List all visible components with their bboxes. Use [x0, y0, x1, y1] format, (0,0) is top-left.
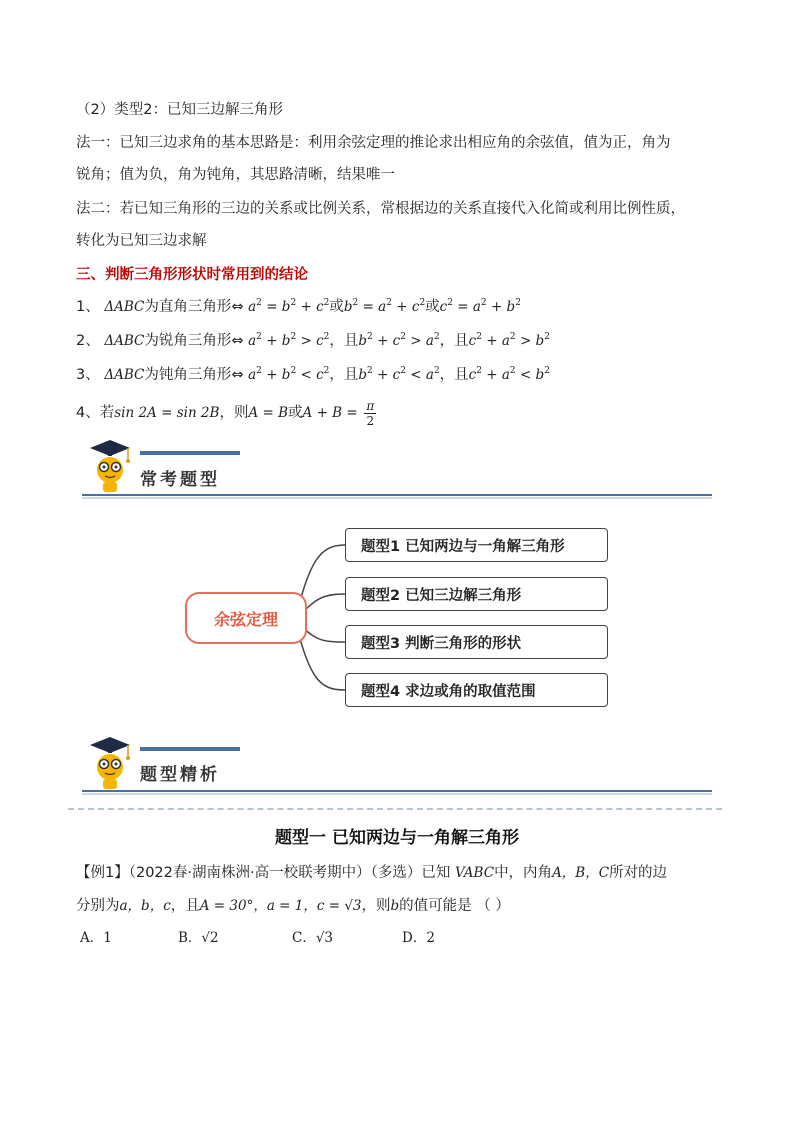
dashed-divider: [68, 808, 722, 810]
mindmap-branch: 题型1 已知两边与一角解三角形: [345, 528, 608, 562]
and-word: ，且: [439, 333, 469, 349]
triangle-symbol: ΔABC: [104, 367, 145, 383]
formula: A = B: [248, 405, 289, 421]
formula: $a^2 = b^2 + c^2$: [248, 298, 330, 315]
option-d: D．2: [402, 930, 435, 946]
then-word: ，则: [219, 405, 249, 421]
example-line1: [76, 863, 667, 883]
section-title: 题型一 已知两边与一角解三角形: [275, 828, 519, 848]
item-text: 为钝角三角形⇔: [144, 367, 244, 383]
example-text: ，则: [361, 898, 391, 914]
method1-line1: 法一：已知三边求角的基本思路是：利用余弦定理的推论求出相应角的余弦值，值为正，角为: [76, 135, 671, 151]
mindmap-branch: 题型3 判断三角形的形状: [345, 625, 608, 659]
option-a: A．1: [80, 930, 112, 946]
and-word: ，且: [329, 333, 359, 349]
method2-line2: 转化为已知三边求解: [76, 233, 207, 249]
item-number: 1、: [76, 299, 100, 315]
and-word: ，且: [329, 367, 359, 383]
example-text: ，且: [170, 898, 200, 914]
formula: $a^2 + b^2 > c^2$: [248, 332, 330, 349]
or-word: 或: [329, 299, 344, 315]
banner-rule: [82, 790, 712, 792]
or-word: 或: [288, 405, 303, 421]
angles: A，B，C: [552, 865, 610, 881]
item-text: 为直角三角形⇔: [144, 299, 244, 315]
formula: $c^2 + a^2 > b^2$: [468, 332, 550, 349]
sides: a，b，c: [119, 898, 171, 914]
or-word: 或: [425, 299, 440, 315]
triangle-symbol: VABC: [454, 865, 495, 881]
method2-line1: 法二：若已知三角形的三边的关系或比例关系，常根据边的关系直接代入化简或利用比例性质，: [76, 201, 685, 217]
banner-title: 常考题型: [140, 470, 220, 490]
triangle-symbol: ΔABC: [104, 333, 145, 349]
method1-line2: 锐角；值为负，角为钝角，其思路清晰，结果唯一: [76, 167, 395, 183]
item-number: 3、: [76, 367, 100, 383]
section3-title: 三、判断三角形形状时常用到的结论: [76, 267, 308, 283]
triangle-symbol: ΔABC: [104, 299, 145, 315]
mindmap-center-node: 余弦定理: [185, 592, 307, 644]
fraction-denominator: 2: [366, 413, 375, 428]
example-label: 【例1】: [76, 865, 129, 881]
example-source: （2022春·湖南株洲·高一校联考期中）（多选）已知: [128, 865, 451, 881]
and-word: ，且: [439, 367, 469, 383]
formula: $a^2 + b^2 < c^2$: [248, 366, 330, 383]
example-line2: [76, 896, 510, 916]
example-text: 所对的边: [609, 865, 668, 881]
item-number: 4、若: [76, 405, 115, 421]
variable: b: [390, 898, 400, 914]
option-b: B．√2: [178, 930, 219, 946]
example-text: 分别为: [76, 898, 120, 914]
condition: A = 30°，a = 1，c = √3: [199, 898, 362, 914]
item-number: 2、: [76, 333, 100, 349]
formula: sin 2A = sin 2B: [114, 405, 220, 421]
formula: $b^2 + c^2 > a^2$: [358, 332, 440, 349]
banner-title: 题型精析: [140, 765, 220, 785]
formula: $c^2 + a^2 < b^2$: [468, 366, 550, 383]
fraction-numerator: π: [366, 398, 375, 413]
item-text: 为锐角三角形⇔: [144, 333, 244, 349]
banner-rule-shadow: [82, 793, 712, 795]
mindmap-branch: 题型2 已知三边解三角形: [345, 577, 608, 611]
type2-heading: （2）类型2：已知三边解三角形: [76, 102, 283, 118]
formula: $b^2 = a^2 + c^2$: [343, 298, 426, 315]
mascot-icon: [82, 733, 137, 793]
example-text: 的值可能是 （ ）: [399, 898, 510, 914]
formula: A + B =: [302, 405, 358, 421]
option-c: C．√3: [292, 930, 334, 946]
banner-accent-line: [140, 747, 240, 751]
formula: $c^2 = a^2 + b^2$: [439, 298, 521, 315]
example-text: 中，内角: [494, 865, 553, 881]
formula: $b^2 + c^2 < a^2$: [358, 366, 440, 383]
mindmap-branch: 题型4 求边或角的取值范围: [345, 673, 608, 707]
